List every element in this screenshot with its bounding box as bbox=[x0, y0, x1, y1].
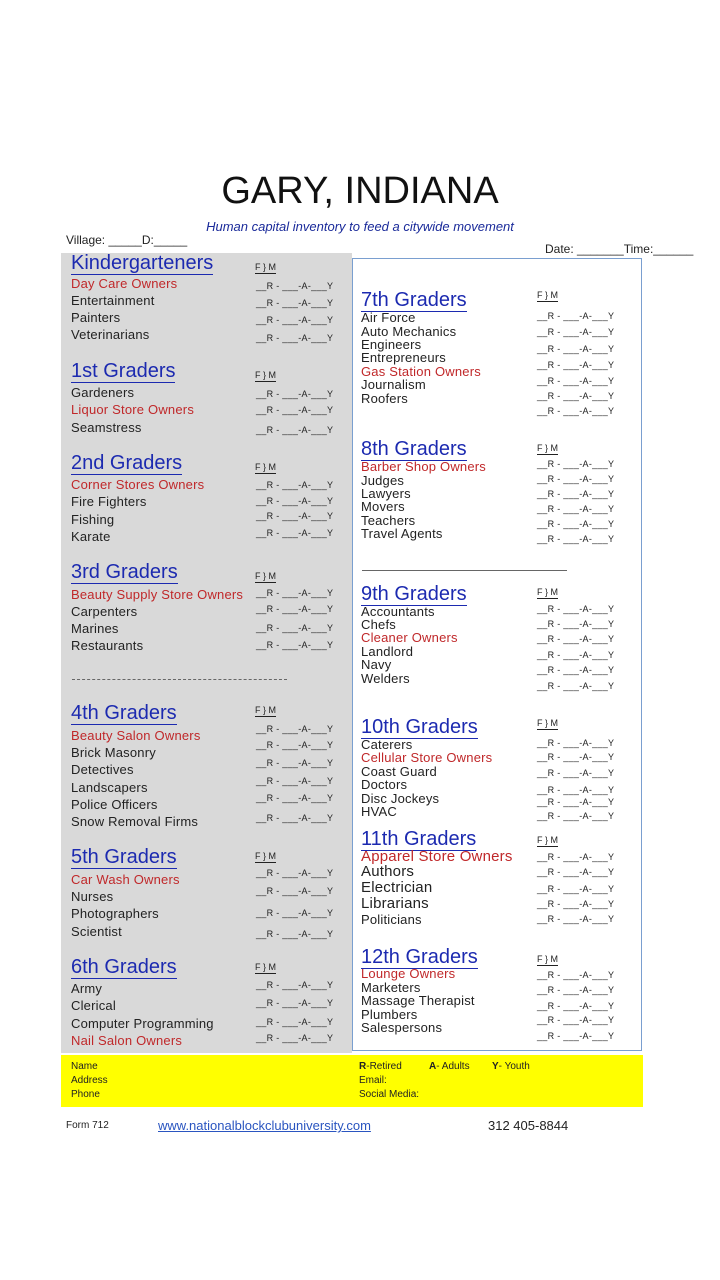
business-owner-item: Apparel Store Owners bbox=[361, 848, 513, 865]
occupation-item: Karate bbox=[71, 529, 111, 544]
website-link[interactable]: www.nationalblockclubuniversity.com bbox=[158, 1118, 371, 1133]
retired-adults-youth-tally: __R - ___-A-___Y bbox=[537, 650, 615, 660]
date-time-field: Date: _______Time:______ bbox=[545, 242, 694, 256]
retired-adults-youth-tally: __R - ___-A-___Y bbox=[256, 776, 334, 786]
retired-adults-youth-tally: __R - ___-A-___Y bbox=[256, 315, 334, 325]
retired-adults-youth-tally: __R - ___-A-___Y bbox=[537, 376, 615, 386]
retired-adults-youth-tally: __R - ___-A-___Y bbox=[537, 474, 615, 484]
retired-adults-youth-tally: __R - ___-A-___Y bbox=[256, 511, 334, 521]
village-field: Village: _____D:_____ bbox=[66, 233, 188, 247]
email-label: Email: bbox=[359, 1075, 387, 1086]
retired-adults-youth-tally: __R - ___-A-___Y bbox=[537, 489, 615, 499]
retired-adults-youth-tally: __R - ___-A-___Y bbox=[537, 665, 615, 675]
retired-adults-youth-tally: __R - ___-A-___Y bbox=[256, 1017, 334, 1027]
occupation-item: Roofers bbox=[361, 391, 408, 406]
business-owner-item: Day Care Owners bbox=[71, 276, 178, 291]
legend-key-a: A bbox=[429, 1061, 437, 1072]
phone-label: Phone bbox=[71, 1089, 100, 1100]
legend-key-r: R bbox=[359, 1061, 367, 1072]
page-title: GARY, INDIANA bbox=[221, 170, 499, 212]
retired-adults-youth-tally: __R - ___-A-___Y bbox=[256, 281, 334, 291]
retired-adults-youth-tally: __R - ___-A-___Y bbox=[256, 724, 334, 734]
legend-retired-label: -Retired bbox=[366, 1061, 402, 1072]
retired-adults-youth-tally: __R - ___-A-___Y bbox=[537, 327, 615, 337]
occupation-item: Accountants bbox=[361, 604, 435, 619]
occupation-item: Chefs bbox=[361, 617, 396, 632]
retired-adults-youth-tally: __R - ___-A-___Y bbox=[537, 852, 615, 862]
occupation-item: Police Officers bbox=[71, 797, 158, 812]
female-male-tally: F } M bbox=[537, 954, 559, 964]
retired-adults-youth-tally: __R - ___-A-___Y bbox=[256, 425, 334, 435]
occupation-item: Massage Therapist bbox=[361, 993, 475, 1008]
retired-adults-youth-tally: __R - ___-A-___Y bbox=[537, 619, 615, 629]
occupation-item: Doctors bbox=[361, 777, 408, 792]
retired-adults-youth-tally: __R - ___-A-___Y bbox=[256, 298, 334, 308]
retired-adults-youth-tally: __R - ___-A-___Y bbox=[537, 344, 615, 354]
grade-heading: 1st Graders bbox=[71, 360, 176, 382]
occupation-item: Engineers bbox=[361, 337, 422, 352]
occupation-item: Librarians bbox=[361, 895, 429, 912]
occupation-item: Judges bbox=[361, 473, 405, 488]
occupation-item: Politicians bbox=[361, 912, 422, 927]
grade-heading: 2nd Graders bbox=[71, 452, 183, 474]
grade-heading: 4th Graders bbox=[71, 702, 177, 724]
retired-adults-youth-tally: __R - ___-A-___Y bbox=[537, 1031, 615, 1041]
female-male-tally: F } M bbox=[255, 705, 277, 715]
retired-adults-youth-tally: __R - ___-A-___Y bbox=[256, 868, 334, 878]
female-male-tally: F } M bbox=[255, 851, 277, 861]
business-owner-item: Cellular Store Owners bbox=[361, 750, 493, 765]
occupation-item: Seamstress bbox=[71, 420, 142, 435]
occupation-item: Teachers bbox=[361, 513, 416, 528]
name-label: Name bbox=[71, 1061, 98, 1072]
retired-adults-youth-tally: __R - ___-A-___Y bbox=[537, 867, 615, 877]
grade-heading: 6th Graders bbox=[71, 956, 177, 978]
occupation-item: Marketers bbox=[361, 980, 421, 995]
business-owner-item: Beauty Supply Store Owners bbox=[71, 587, 244, 602]
retired-adults-youth-tally: __R - ___-A-___Y bbox=[537, 604, 615, 614]
retired-adults-youth-tally: __R - ___-A-___Y bbox=[537, 406, 615, 416]
occupation-item: Caterers bbox=[361, 737, 413, 752]
occupation-item: Computer Programming bbox=[71, 1016, 214, 1031]
female-male-tally: F } M bbox=[537, 443, 559, 453]
page-subtitle: Human capital inventory to feed a citywide movement bbox=[206, 219, 514, 234]
retired-adults-youth-tally: __R - ___-A-___Y bbox=[537, 504, 615, 514]
occupation-item: Army bbox=[71, 981, 103, 996]
retired-adults-youth-tally: __R - ___-A-___Y bbox=[537, 899, 615, 909]
retired-adults-youth-tally: __R - ___-A-___Y bbox=[256, 333, 334, 343]
occupation-item: Marines bbox=[71, 621, 119, 636]
grade-heading: 7th Graders bbox=[361, 289, 467, 311]
retired-adults-youth-tally: __R - ___-A-___Y bbox=[537, 360, 615, 370]
legend-key-youth bbox=[492, 1061, 530, 1072]
occupation-item: Fire Fighters bbox=[71, 494, 147, 509]
retired-adults-youth-tally: __R - ___-A-___Y bbox=[256, 929, 334, 939]
occupation-item: Scientist bbox=[71, 924, 122, 939]
occupation-item: Clerical bbox=[71, 998, 116, 1013]
retired-adults-youth-tally: __R - ___-A-___Y bbox=[537, 768, 615, 778]
legend-key-y: Y bbox=[492, 1061, 499, 1072]
retired-adults-youth-tally: __R - ___-A-___Y bbox=[537, 681, 615, 691]
address-label: Address bbox=[71, 1075, 108, 1086]
retired-adults-youth-tally: __R - ___-A-___Y bbox=[256, 758, 334, 768]
retired-adults-youth-tally: __R - ___-A-___Y bbox=[256, 640, 334, 650]
business-owner-item: Corner Stores Owners bbox=[71, 477, 205, 492]
social-media-label: Social Media: bbox=[359, 1089, 420, 1100]
occupation-item: Auto Mechanics bbox=[361, 324, 457, 339]
business-owner-item: Lounge Owners bbox=[361, 966, 456, 981]
female-male-tally: F } M bbox=[537, 290, 559, 300]
retired-adults-youth-tally: __R - ___-A-___Y bbox=[256, 623, 334, 633]
retired-adults-youth-tally: __R - ___-A-___Y bbox=[537, 811, 615, 821]
occupation-item: Electrician bbox=[361, 879, 433, 896]
occupation-item: Entrepreneurs bbox=[361, 350, 446, 365]
retired-adults-youth-tally: __R - ___-A-___Y bbox=[256, 813, 334, 823]
occupation-item: Photographers bbox=[71, 906, 159, 921]
occupation-item: Welders bbox=[361, 671, 410, 686]
grade-heading: 5th Graders bbox=[71, 846, 177, 868]
divider-line bbox=[362, 570, 567, 571]
retired-adults-youth-tally: __R - ___-A-___Y bbox=[537, 914, 615, 924]
retired-adults-youth-tally: __R - ___-A-___Y bbox=[256, 886, 334, 896]
occupation-item: Journalism bbox=[361, 377, 426, 392]
female-male-tally: F } M bbox=[255, 462, 277, 472]
business-owner-item: Nail Salon Owners bbox=[71, 1033, 183, 1048]
grade-heading: 10th Graders bbox=[361, 716, 478, 738]
retired-adults-youth-tally: __R - ___-A-___Y bbox=[256, 604, 334, 614]
retired-adults-youth-tally: __R - ___-A-___Y bbox=[537, 459, 615, 469]
occupation-item: Landscapers bbox=[71, 780, 148, 795]
retired-adults-youth-tally: __R - ___-A-___Y bbox=[256, 528, 334, 538]
female-male-tally: F } M bbox=[255, 370, 277, 380]
grade-heading: 9th Graders bbox=[361, 583, 467, 605]
retired-adults-youth-tally: __R - ___-A-___Y bbox=[537, 752, 615, 762]
occupation-item: Plumbers bbox=[361, 1007, 418, 1022]
retired-adults-youth-tally: __R - ___-A-___Y bbox=[256, 793, 334, 803]
occupation-item: Fishing bbox=[71, 512, 115, 527]
occupation-item: Disc Jockeys bbox=[361, 791, 440, 806]
occupation-item: Entertainment bbox=[71, 293, 155, 308]
occupation-item: Movers bbox=[361, 499, 405, 514]
retired-adults-youth-tally: __R - ___-A-___Y bbox=[537, 738, 615, 748]
retired-adults-youth-tally: __R - ___-A-___Y bbox=[256, 908, 334, 918]
female-male-tally: F } M bbox=[537, 718, 559, 728]
occupation-item: Restaurants bbox=[71, 638, 144, 653]
retired-adults-youth-tally: __R - ___-A-___Y bbox=[537, 311, 615, 321]
business-owner-item: Gas Station Owners bbox=[361, 364, 481, 379]
occupation-item: Travel Agents bbox=[361, 526, 443, 541]
retired-adults-youth-tally: __R - ___-A-___Y bbox=[537, 797, 615, 807]
legend-key-retired bbox=[359, 1061, 402, 1072]
retired-adults-youth-tally: __R - ___-A-___Y bbox=[537, 1001, 615, 1011]
occupation-item: Nurses bbox=[71, 889, 114, 904]
contact-info-bar bbox=[61, 1055, 643, 1107]
occupation-item: Authors bbox=[361, 863, 415, 880]
retired-adults-youth-tally: __R - ___-A-___Y bbox=[256, 1033, 334, 1043]
phone-number: 312 405-8844 bbox=[488, 1118, 569, 1133]
retired-adults-youth-tally: __R - ___-A-___Y bbox=[256, 740, 334, 750]
occupation-item: Brick Masonry bbox=[71, 745, 156, 760]
retired-adults-youth-tally: __R - ___-A-___Y bbox=[537, 634, 615, 644]
grade-heading: Kindergarteners bbox=[71, 252, 214, 274]
legend-adults-label: - Adults bbox=[436, 1061, 470, 1072]
retired-adults-youth-tally: __R - ___-A-___Y bbox=[256, 405, 334, 415]
occupation-item: Salespersons bbox=[361, 1020, 443, 1035]
female-male-tally: F } M bbox=[255, 962, 277, 972]
business-owner-item: Beauty Salon Owners bbox=[71, 728, 201, 743]
retired-adults-youth-tally: __R - ___-A-___Y bbox=[537, 985, 615, 995]
occupation-item: Snow Removal Firms bbox=[71, 814, 199, 829]
grade-heading: 8th Graders bbox=[361, 438, 467, 460]
retired-adults-youth-tally: __R - ___-A-___Y bbox=[537, 884, 615, 894]
female-male-tally: F } M bbox=[255, 571, 277, 581]
form-number: Form 712 bbox=[66, 1120, 109, 1131]
occupation-item: Carpenters bbox=[71, 604, 138, 619]
occupation-item: Veterinarians bbox=[71, 327, 150, 342]
business-owner-item: Barber Shop Owners bbox=[361, 459, 486, 474]
grade-heading: 3rd Graders bbox=[71, 561, 178, 583]
occupation-item: HVAC bbox=[361, 804, 397, 819]
retired-adults-youth-tally: __R - ___-A-___Y bbox=[256, 480, 334, 490]
retired-adults-youth-tally: __R - ___-A-___Y bbox=[537, 391, 615, 401]
occupation-item: Lawyers bbox=[361, 486, 411, 501]
occupation-item: Coast Guard bbox=[361, 764, 437, 779]
retired-adults-youth-tally: __R - ___-A-___Y bbox=[537, 534, 615, 544]
divider-line bbox=[72, 679, 287, 680]
female-male-tally: F } M bbox=[255, 262, 277, 272]
retired-adults-youth-tally: __R - ___-A-___Y bbox=[256, 389, 334, 399]
legend-youth-label: - Youth bbox=[498, 1061, 530, 1072]
retired-adults-youth-tally: __R - ___-A-___Y bbox=[256, 588, 334, 598]
occupation-item: Gardeners bbox=[71, 385, 135, 400]
grade-heading: 11th Graders bbox=[361, 828, 477, 850]
retired-adults-youth-tally: __R - ___-A-___Y bbox=[256, 496, 334, 506]
occupation-item: Navy bbox=[361, 657, 392, 672]
retired-adults-youth-tally: __R - ___-A-___Y bbox=[537, 970, 615, 980]
business-owner-item: Liquor Store Owners bbox=[71, 402, 195, 417]
retired-adults-youth-tally: __R - ___-A-___Y bbox=[537, 519, 615, 529]
legend-key-adults bbox=[429, 1061, 470, 1072]
retired-adults-youth-tally: __R - ___-A-___Y bbox=[256, 980, 334, 990]
retired-adults-youth-tally: __R - ___-A-___Y bbox=[256, 998, 334, 1008]
occupation-item: Detectives bbox=[71, 762, 134, 777]
occupation-item: Landlord bbox=[361, 644, 414, 659]
retired-adults-youth-tally: __R - ___-A-___Y bbox=[537, 1015, 615, 1025]
grade-heading: 12th Graders bbox=[361, 946, 478, 968]
occupation-item: Painters bbox=[71, 310, 121, 325]
occupation-item: Air Force bbox=[361, 310, 416, 325]
business-owner-item: Cleaner Owners bbox=[361, 630, 458, 645]
business-owner-item: Car Wash Owners bbox=[71, 872, 180, 887]
female-male-tally: F } M bbox=[537, 835, 559, 845]
retired-adults-youth-tally: __R - ___-A-___Y bbox=[537, 785, 615, 795]
female-male-tally: F } M bbox=[537, 587, 559, 597]
